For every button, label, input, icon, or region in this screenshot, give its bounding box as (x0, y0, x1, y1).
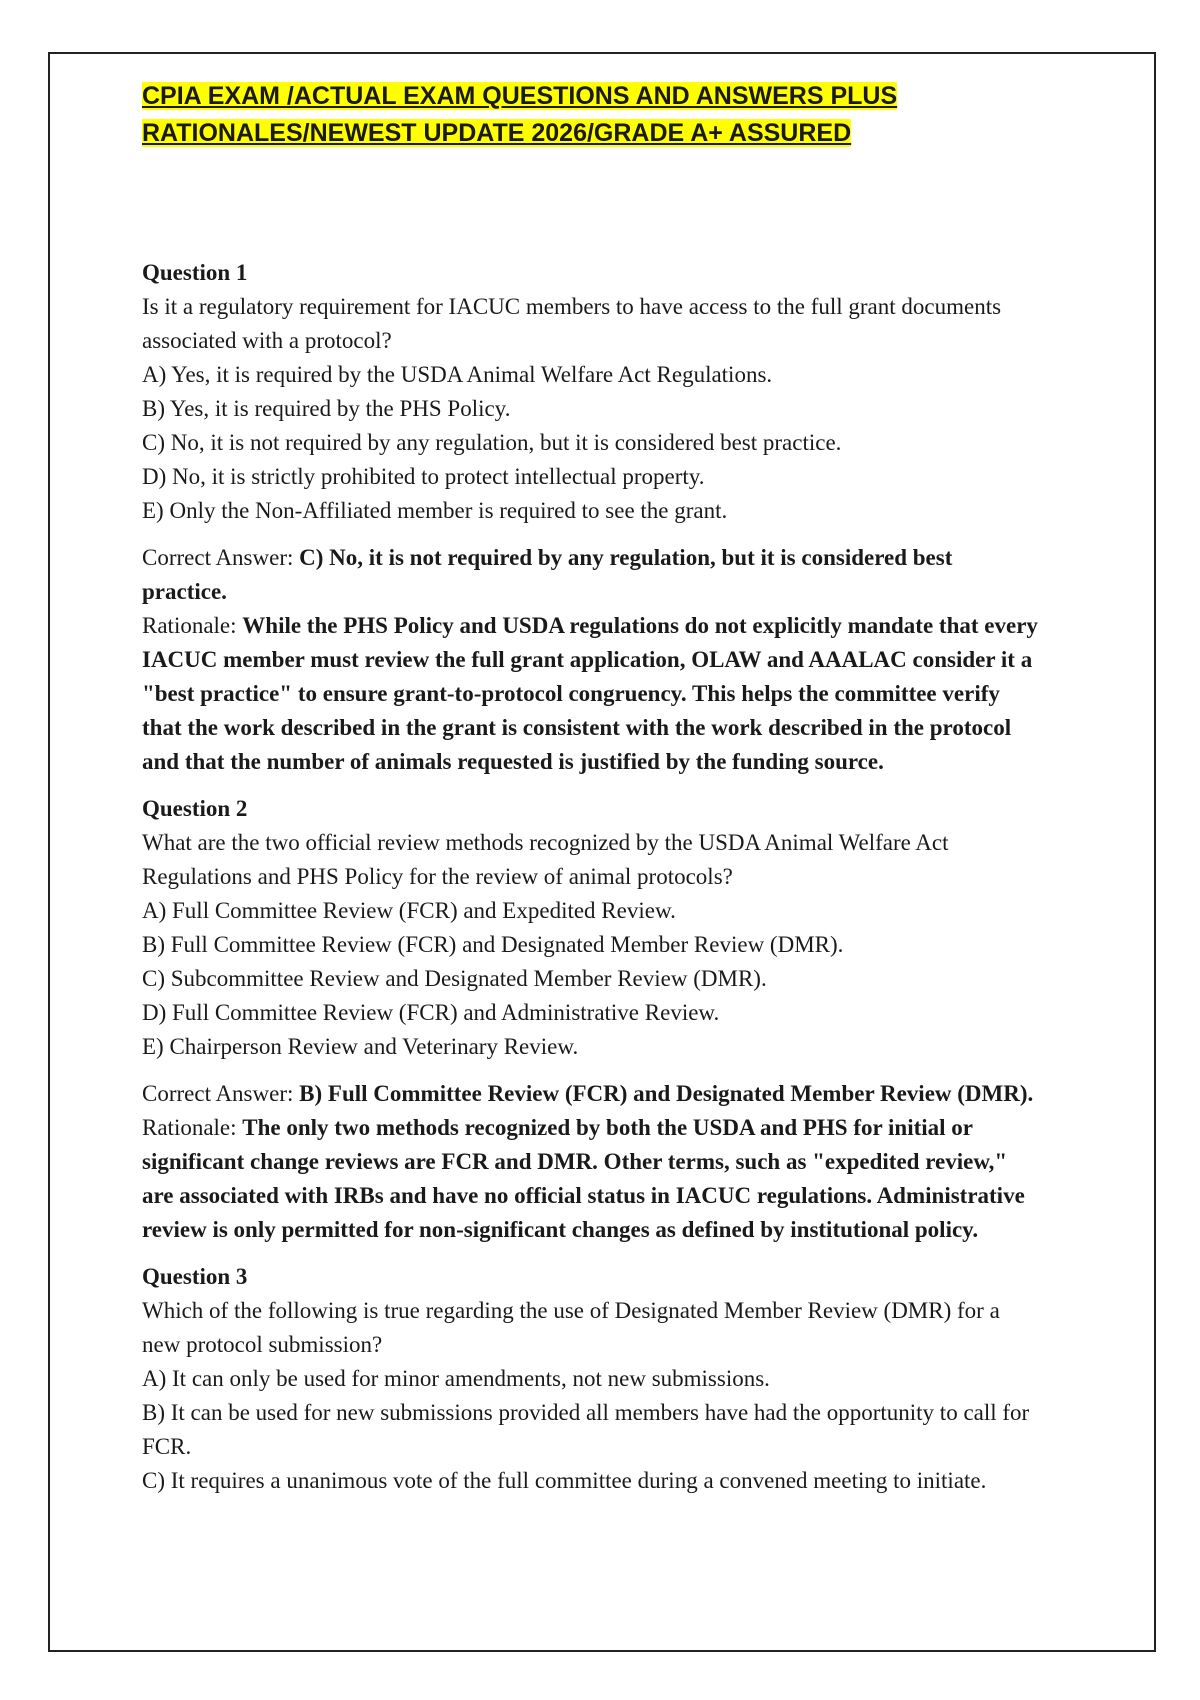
title-line-1: CPIA EXAM /ACTUAL EXAM QUESTIONS AND ANSWERS PLUS (142, 82, 898, 110)
document-content (142, 78, 1072, 1498)
option-e: E) Chairperson Review and Veterinary Review. (142, 1034, 579, 1059)
question-stem-line: Is it a regulatory requirement for IACUC members to have access to the full grant documents (142, 294, 1002, 319)
rationale-text: significant change reviews are FCR and DMR. Other terms, such as "expedited review," (142, 1149, 1008, 1174)
option-a: A) Full Committee Review (FCR) and Expedited Review. (142, 898, 676, 923)
rationale-text: The only two methods recognized by both the USDA and PHS for initial or (242, 1115, 974, 1140)
question-1 (142, 256, 1072, 779)
correct-answer-text: B) Full Committee Review (FCR) and Designated Member Review (DMR). (299, 1081, 1034, 1106)
question-stem-line: What are the two official review methods recognized by the USDA Animal Welfare Act (142, 830, 949, 855)
option-d: D) No, it is strictly prohibited to protect intellectual property. (142, 464, 705, 489)
question-3 (142, 1260, 1072, 1498)
option-c: C) It requires a unanimous vote of the full committee during a convened meeting to initiate. (142, 1468, 987, 1493)
rationale-text: and that the number of animals requested is justified by the funding source. (142, 749, 884, 774)
question-stem-line: new protocol submission? (142, 1332, 383, 1357)
option-b: B) Yes, it is required by the PHS Policy. (142, 396, 511, 421)
option-b: B) Full Committee Review (FCR) and Designated Member Review (DMR). (142, 932, 844, 957)
question-heading: Question 1 (142, 260, 248, 285)
correct-answer (142, 1077, 1072, 1111)
correct-answer-text: C) No, it is not required by any regulation, but it is considered best (299, 545, 953, 570)
option-b-continued: FCR. (142, 1434, 192, 1459)
rationale-text: review is only permitted for non-significant changes as defined by institutional policy. (142, 1217, 979, 1242)
rationale (142, 609, 1072, 643)
correct-answer-label: Correct Answer: (142, 545, 294, 570)
correct-answer-text: practice. (142, 579, 227, 604)
rationale (142, 1111, 1072, 1145)
answer-block (142, 1077, 1072, 1247)
rationale-text: IACUC member must review the full grant application, OLAW and AAALAC consider it a (142, 647, 1033, 672)
option-b: B) It can be used for new submissions provided all members have had the opportunity to call for (142, 1400, 1030, 1425)
answer-block (142, 541, 1072, 779)
option-c: C) Subcommittee Review and Designated Member Review (DMR). (142, 966, 767, 991)
question-heading: Question 3 (142, 1264, 248, 1289)
correct-answer (142, 541, 1072, 575)
question-stem-line: Regulations and PHS Policy for the review of animal protocols? (142, 864, 733, 889)
question-heading: Question 2 (142, 796, 248, 821)
rationale-text: While the PHS Policy and USDA regulations do not explicitly mandate that every (242, 613, 1038, 638)
document-title (142, 78, 1072, 152)
rationale-text: are associated with IRBs and have no official status in IACUC regulations. Administrative (142, 1183, 1025, 1208)
option-a: A) It can only be used for minor amendments, not new submissions. (142, 1366, 770, 1391)
rationale-label: Rationale: (142, 1115, 237, 1140)
option-d: D) Full Committee Review (FCR) and Administrative Review. (142, 1000, 720, 1025)
question-stem-line: associated with a protocol? (142, 328, 392, 353)
correct-answer-label: Correct Answer: (142, 1081, 294, 1106)
question-2 (142, 792, 1072, 1247)
option-e: E) Only the Non-Affiliated member is required to see the grant. (142, 498, 728, 523)
title-line-2: RATIONALES/NEWEST UPDATE 2026/GRADE A+ ASSURED (142, 119, 852, 147)
option-a: A) Yes, it is required by the USDA Animal Welfare Act Regulations. (142, 362, 773, 387)
option-c: C) No, it is not required by any regulation, but it is considered best practice. (142, 430, 842, 455)
rationale-label: Rationale: (142, 613, 237, 638)
question-stem-line: Which of the following is true regarding the use of Designated Member Review (DMR) for a (142, 1298, 1000, 1323)
rationale-text: "best practice" to ensure grant-to-protocol congruency. This helps the committee verify (142, 681, 1000, 706)
rationale-text: that the work described in the grant is consistent with the work described in the protocol (142, 715, 1012, 740)
